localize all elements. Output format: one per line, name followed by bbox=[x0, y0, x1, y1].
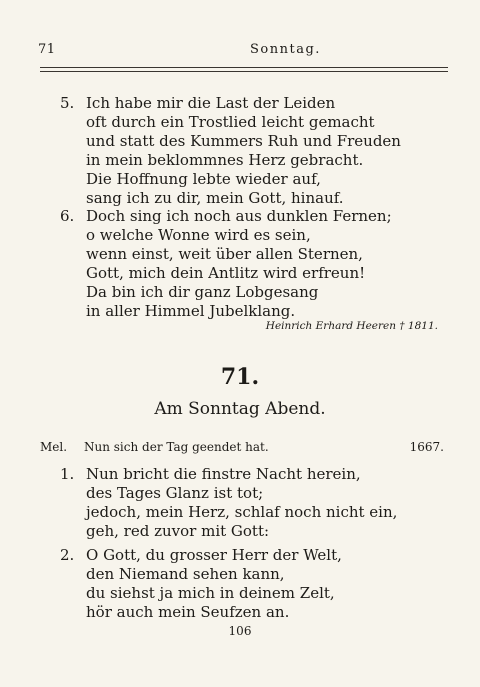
header-rule-bottom bbox=[40, 71, 448, 72]
verse-line: des Tages Glanz ist tot; bbox=[86, 484, 264, 502]
hymn-title: Am Sonntag Abend. bbox=[154, 399, 326, 419]
verse-line: Die Hoffnung lebte wieder auf, bbox=[86, 170, 321, 188]
author-attribution: Heinrich Erhard Heeren † 1811. bbox=[265, 320, 438, 332]
verse-line: in aller Himmel Jubelklang. bbox=[86, 302, 296, 320]
stanza-number: 2. bbox=[60, 546, 75, 564]
verse-line: Nun bricht die finstre Nacht herein, bbox=[86, 465, 361, 483]
hymn-number: 71. bbox=[220, 364, 260, 390]
verse-line: du siehst ja mich in deinem Zelt, bbox=[86, 584, 335, 602]
melody-label: Mel. bbox=[40, 440, 68, 454]
verse-line: o welche Wonne wird es sein, bbox=[86, 226, 311, 244]
melody-name: Nun sich der Tag geendet hat. bbox=[84, 440, 269, 454]
verse-line: geh, red zuvor mit Gott: bbox=[86, 522, 270, 540]
stanza-number: 5. bbox=[60, 94, 75, 112]
verse-line: Da bin ich dir ganz Lobgesang bbox=[86, 283, 319, 301]
verse-line: hör auch mein Seufzen an. bbox=[86, 603, 290, 621]
page-header bbox=[38, 42, 448, 62]
melody-year: 1667. bbox=[409, 440, 444, 454]
verse-line: und statt des Kummers Ruh und Freuden bbox=[86, 132, 401, 150]
verse-line: wenn einst, weit über allen Sternen, bbox=[86, 245, 363, 263]
verse-line: oft durch ein Trostlied leicht gemacht bbox=[86, 113, 375, 131]
verse-line: Gott, mich dein Antlitz wird erfreun! bbox=[86, 264, 366, 282]
verse-line: Doch sing ich noch aus dunklen Fernen; bbox=[86, 207, 392, 225]
stanza-number: 6. bbox=[60, 207, 75, 225]
verse-line: O Gott, du grosser Herr der Welt, bbox=[86, 546, 342, 564]
header-rules bbox=[40, 67, 448, 72]
stanza-number: 1. bbox=[60, 465, 75, 483]
header-page-number: 71 bbox=[38, 42, 56, 57]
header-rule-top bbox=[40, 67, 448, 68]
verse-line: den Niemand sehen kann, bbox=[86, 565, 285, 583]
verse-line: jedoch, mein Herz, schlaf noch nicht ein, bbox=[86, 503, 398, 521]
running-title: Sonntag. bbox=[250, 42, 321, 57]
verse-line: in mein beklommnes Herz gebracht. bbox=[86, 151, 364, 169]
verse-line: sang ich zu dir, mein Gott, hinauf. bbox=[86, 189, 344, 207]
footer-page-number: 106 bbox=[228, 624, 252, 638]
verse-line: Ich habe mir die Last der Leiden bbox=[86, 94, 336, 112]
